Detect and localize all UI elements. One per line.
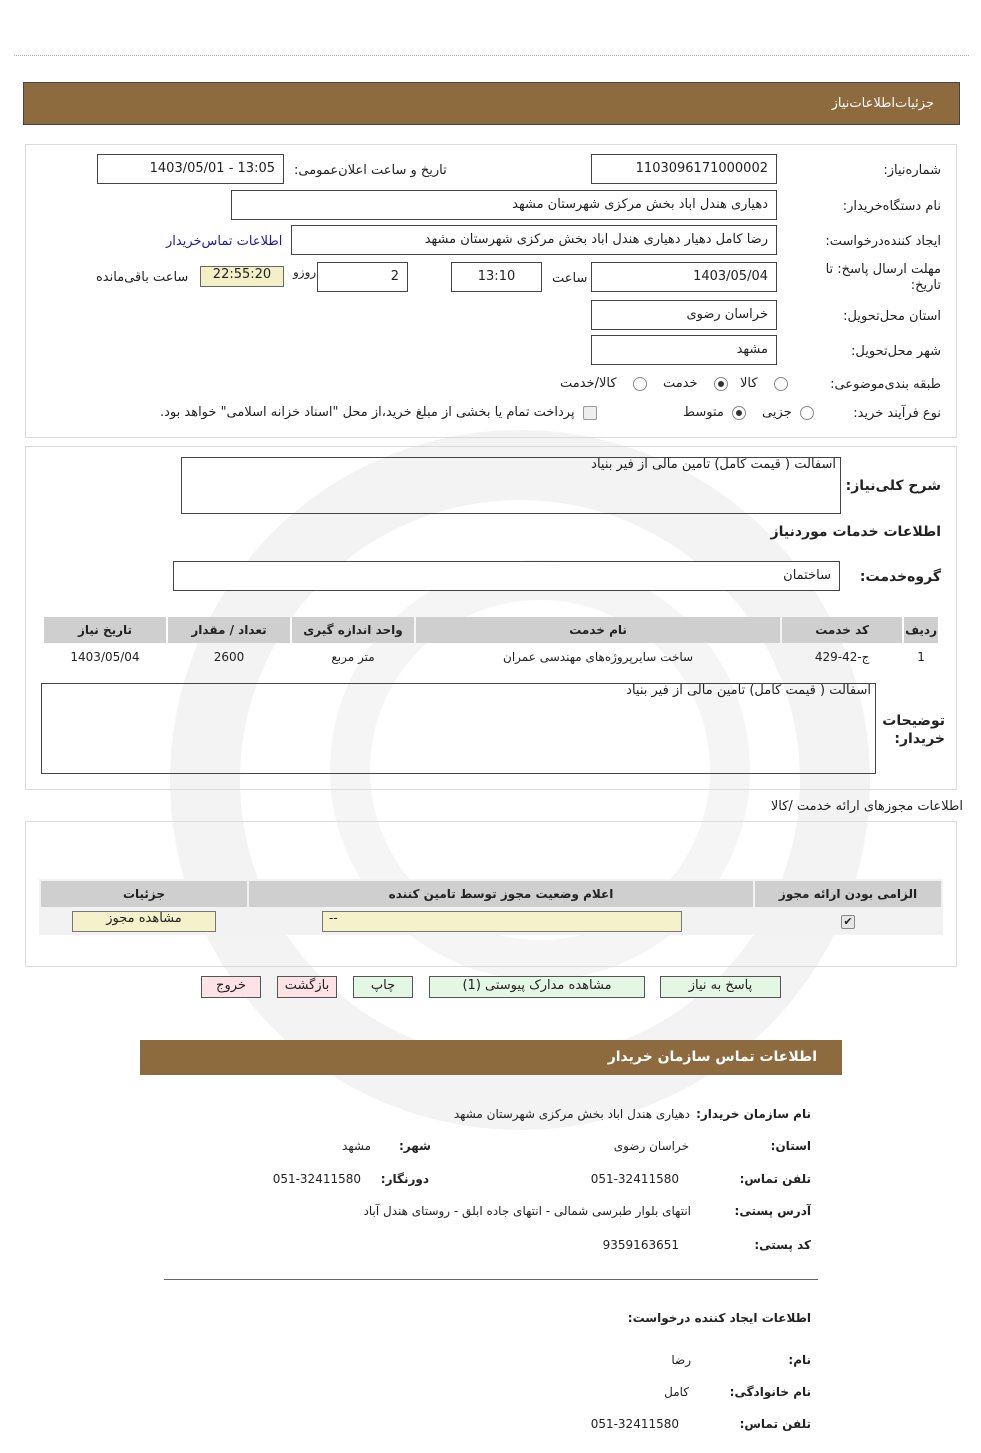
creator-family-label: نام خانوادگی: [729,1385,811,1399]
contact-city-value: مشهد [342,1139,371,1153]
services-section-title: اطلاعات خدمات موردنیاز [770,524,941,540]
view-attachments-button[interactable]: مشاهده مدارک پیوستی (1) [429,976,645,998]
cell-unit: متر مربع [331,650,375,664]
remaining-time-field: 22:55:20 [200,266,284,287]
cell-service-name: ساخت سایرپروژه‌های مهندسی عمران [503,650,694,664]
service-group-label: گروه‌خدمت: [859,569,941,585]
need-number-field: 1103096171000002 [591,154,777,184]
permit-required-checkbox: ✔ [841,915,855,929]
col-unit: واحد اندازه گیری [292,617,414,643]
process-label: نوع فرآیند خرید: [853,406,941,421]
contact-postal-label: کد پستی: [754,1238,811,1252]
permits-table [39,879,943,935]
radio-goods-label: کالا [740,376,758,391]
deadline-date-field: 1403/05/04 [591,262,777,292]
permit-status-field[interactable]: -- [322,911,682,932]
contact-address-value: انتهای بلوار طبرسی شمالی - انتهای جاده ابلق - روستای هندل آباد [363,1204,691,1218]
col-service-name: نام خدمت [416,617,780,643]
requester-field: رضا کامل دهیار دهیاری هندل اباد بخش مرکزی شهرستان مشهد [291,225,777,255]
contact-fax-label: دورنگار: [380,1172,429,1186]
col-permit-status: اعلام وضعیت مجوز توسط تامین کننده [249,881,753,907]
city-field: مشهد [591,335,777,365]
contact-phone-label: تلفن تماس: [739,1172,811,1186]
remaining-label: ساعت باقی‌مانده [96,270,189,285]
buyer-contact-link[interactable]: اطلاعات تماس‌خریدار [166,234,283,249]
description-label: شرح کلی‌نیاز: [845,478,941,494]
deadline-time-field: 13:10 [451,262,542,292]
back-button[interactable]: بازگشت [277,976,337,998]
page-header-bar [23,82,960,125]
radio-medium-label: متوسط [683,405,724,420]
contact-divider [164,1279,818,1280]
contact-postal-value: 9359163651 [602,1238,679,1252]
radio-goods[interactable] [774,377,788,391]
cell-quantity: 2600 [213,650,245,664]
creator-phone-value: 051-32411580 [590,1417,679,1431]
province-label: استان محل‌تحویل: [843,309,941,324]
col-service-code: کد خدمت [782,617,902,643]
services-table [42,615,940,671]
permits-section-title: اطلاعات مجوزهای ارائه خدمت /کالا [770,799,963,814]
creator-phone-label: تلفن تماس: [739,1417,811,1431]
permits-table-header [41,881,941,907]
contact-province-value: خراسان رضوی [613,1139,689,1153]
days-field: 2 [317,262,408,292]
time-label: ساعت [552,271,588,286]
creator-section-title: اطلاعات ایجاد کننده درخواست: [627,1311,811,1325]
contact-province-label: استان: [770,1139,811,1153]
category-radio-service[interactable] [663,376,728,391]
cell-row: 1 [917,650,925,664]
radio-service-label: خدمت [663,376,698,391]
radio-service[interactable] [714,377,728,391]
page-title: جزئیات‌اطلاعات‌نیاز [831,96,934,111]
table-row [44,645,938,669]
reply-button[interactable]: پاسخ به نیاز [660,976,781,998]
treasury-checkbox[interactable] [583,406,597,420]
buyer-notes-field: اسفالت ( قیمت کامل) تامین مالی از فیر بنیاد [41,683,876,774]
contact-org-value: دهیاری هندل اباد بخش مرکزی شهرستان مشهد [453,1107,690,1121]
permit-required-cell [755,909,941,933]
days-label: روزو [293,265,317,279]
treasury-payment-option[interactable] [160,405,597,420]
creator-family-value: کامل [664,1385,689,1399]
view-permit-button[interactable]: مشاهده مجوز [72,911,216,932]
radio-both[interactable] [633,377,647,391]
col-permit-required: الزامی بودن ارائه مجوز [755,881,941,907]
contact-org-label: نام سازمان خریدار: [696,1107,811,1121]
creator-name-label: نام: [788,1353,811,1367]
treasury-note: پرداخت تمام یا بخشی از مبلغ خرید،از محل "اسناد خزانه اسلامی" خواهد بود. [160,405,575,420]
buyer-org-field: دهیاری هندل اباد بخش مرکزی شهرستان مشهد [231,190,777,220]
category-radio-goods[interactable] [740,376,788,391]
buyer-notes-label: توضیحات خریدار: [882,713,945,747]
top-separator [14,55,969,56]
contact-city-label: شهر: [399,1139,431,1153]
print-button[interactable]: چاپ [353,976,413,998]
exit-button[interactable]: خروج [201,976,261,998]
category-label: طبقه بندی‌موضوعی: [830,377,941,392]
contact-header-bar [140,1040,842,1075]
province-field: خراسان رضوی [591,300,777,330]
service-group-field: ساختمان [173,561,840,591]
city-label: شهر محل‌تحویل: [851,344,941,359]
col-row: ردیف [904,617,938,643]
creator-name-value: رضا [671,1353,691,1367]
cell-service-code: ج-42-429 [814,650,870,664]
col-permit-details: جزئیات [41,881,247,907]
announce-label: تاریخ و ساعت اعلان‌عمومی: [294,163,447,178]
permit-status-cell [249,909,753,933]
contact-phone-value: 051-32411580 [590,1172,679,1186]
announce-field: 1403/05/01 - 13:05 [97,154,284,184]
contact-fax-value: 051-32411580 [272,1172,361,1186]
need-number-label: شماره‌نیاز: [883,163,941,178]
deadline-label: مهلت ارسال پاسخ: تا تاریخ: [825,262,941,293]
description-field: اسفالت ( قیمت کامل) تامین مالی از فیر بنیاد [181,457,841,514]
requester-label: ایجاد کننده‌درخواست: [825,234,941,249]
buyer-org-label: نام دستگاه‌خریدار: [842,199,941,214]
radio-medium[interactable] [732,406,746,420]
process-radio-medium[interactable] [683,405,746,420]
table-row [41,909,941,933]
radio-small-label: جزیی [762,405,792,420]
permit-details-cell [41,909,247,933]
radio-both-label: کالا/خدمت [560,376,617,391]
col-need-date: تاریخ نیاز [44,617,166,643]
services-table-header [44,617,938,643]
cell-need-date: 1403/05/04 [70,650,140,664]
col-quantity: تعداد / مقدار [168,617,290,643]
contact-header-title: اطلاعات تماس سازمان خریدار [607,1049,817,1065]
category-radio-both[interactable] [560,376,647,391]
radio-small[interactable] [800,406,814,420]
process-radio-small[interactable] [762,405,814,420]
contact-address-label: آدرس پستی: [734,1204,811,1218]
